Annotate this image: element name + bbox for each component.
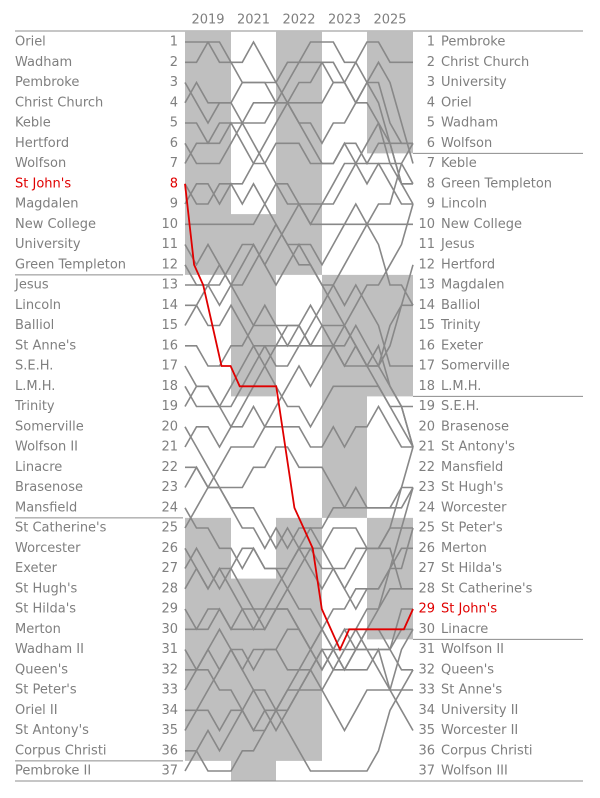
left-position-label: 3 [169, 75, 178, 90]
left-position-label: 10 [161, 216, 178, 232]
right-position-label: 15 [418, 318, 435, 333]
left-crew-label: S.E.H. [15, 358, 54, 374]
left-position-label: 1 [169, 34, 178, 50]
right-crew-label: New College [441, 216, 522, 232]
right-crew-label: Wadham [441, 115, 499, 131]
right-position-label: 10 [418, 216, 435, 232]
left-crew-label: St Hugh's [15, 581, 78, 597]
left-position-label: 20 [161, 419, 178, 435]
right-crew-label: Corpus Christi [441, 743, 533, 759]
left-crew-label: Wolfson II [15, 439, 79, 455]
right-position-label: 27 [418, 561, 435, 576]
right-crew-label: L.M.H. [441, 378, 482, 394]
left-crew-label: Oriel [15, 34, 46, 50]
left-position-label: 19 [161, 399, 178, 414]
right-position-label: 35 [418, 723, 435, 738]
left-crew-label: St Antony's [15, 723, 89, 738]
division-band-2023-1 [322, 275, 367, 518]
left-position-label: 24 [161, 500, 178, 516]
left-position-label: 21 [161, 439, 178, 455]
left-position-label: 37 [161, 763, 178, 779]
left-position-label: 11 [161, 237, 178, 252]
left-position-label: 36 [161, 743, 178, 759]
year-label-2023: 2023 [327, 12, 362, 28]
year-label-2019: 2019 [191, 12, 225, 28]
left-crew-label: Magdalen [15, 196, 79, 212]
right-crew-label: Exeter [441, 338, 483, 354]
right-crew-label: Christ Church [441, 54, 530, 70]
right-position-label: 18 [418, 378, 435, 394]
left-crew-label: Exeter [15, 561, 57, 576]
right-crew-label: Oriel [441, 95, 472, 111]
left-position-label: 9 [169, 196, 178, 212]
right-crew-label: St John's [441, 601, 498, 617]
left-position-label: 22 [161, 459, 178, 475]
right-position-label: 16 [418, 338, 435, 354]
left-crew-label: Wolfson [15, 156, 67, 171]
year-label-2022: 2022 [282, 12, 316, 28]
right-position-label: 28 [418, 581, 435, 597]
left-position-label: 17 [161, 358, 178, 374]
year-label-2021: 2021 [236, 12, 271, 28]
right-crew-label: Green Templeton [441, 176, 553, 192]
left-position-label: 23 [161, 480, 178, 495]
left-position-label: 30 [161, 621, 178, 637]
left-position-label: 4 [169, 95, 178, 111]
left-position-label: 28 [161, 581, 178, 597]
left-position-label: 8 [169, 176, 178, 192]
left-position-label: 2 [169, 54, 178, 70]
right-crew-label: St Anne's [441, 682, 503, 698]
division-band-2025-1 [367, 32, 413, 154]
left-position-label: 13 [161, 277, 178, 293]
left-crew-label: Linacre [15, 459, 63, 475]
right-position-label: 7 [426, 156, 435, 171]
left-position-label: 16 [161, 338, 178, 354]
right-position-label: 23 [418, 480, 435, 495]
left-position-label: 32 [161, 662, 178, 678]
left-position-label: 12 [161, 257, 178, 273]
right-crew-label: St Catherine's [441, 581, 533, 597]
left-crew-label: Oriel II [15, 702, 58, 718]
left-crew-label: Merton [15, 621, 61, 637]
right-crew-label: Balliol [441, 297, 481, 313]
right-position-label: 22 [418, 459, 435, 475]
left-crew-label: Pembroke [15, 75, 80, 90]
left-crew-label: Trinity [15, 399, 55, 414]
left-crew-label: Mansfield [15, 500, 78, 516]
left-crew-label: Lincoln [15, 297, 62, 313]
right-crew-label: Worcester [441, 500, 507, 516]
division-band-2022-2 [276, 518, 322, 761]
right-crew-label: Keble [441, 156, 477, 171]
right-crew-label: Mansfield [441, 459, 504, 475]
left-position-label: 31 [161, 642, 178, 657]
left-crew-label: Balliol [15, 318, 55, 333]
left-position-label: 35 [161, 723, 178, 738]
left-crew-label: Worcester [15, 540, 81, 556]
left-crew-label: Wadham [15, 54, 73, 70]
left-position-label: 15 [161, 318, 178, 333]
right-position-label: 30 [418, 621, 435, 637]
left-crew-label: L.M.H. [15, 378, 56, 394]
right-crew-label: Wolfson II [441, 642, 505, 657]
right-crew-label: Worcester II [441, 723, 519, 738]
left-crew-label: St Catherine's [15, 520, 107, 536]
right-position-label: 29 [418, 601, 435, 617]
right-crew-label: Lincoln [441, 196, 488, 212]
right-position-label: 5 [426, 115, 435, 131]
left-position-label: 7 [169, 156, 178, 171]
right-position-label: 32 [418, 662, 435, 678]
left-position-label: 14 [161, 297, 178, 313]
left-position-label: 33 [161, 682, 178, 698]
left-crew-label: Jesus [15, 277, 49, 293]
right-position-label: 34 [418, 702, 435, 718]
right-crew-label: Magdalen [441, 277, 505, 293]
right-position-label: 14 [418, 297, 435, 313]
left-crew-label: University [15, 237, 81, 252]
right-crew-label: St Peter's [441, 520, 503, 536]
right-position-label: 13 [418, 277, 435, 293]
division-band-2025-3 [367, 518, 413, 640]
right-crew-label: Hertford [441, 257, 496, 273]
left-position-label: 27 [161, 561, 178, 576]
left-position-label: 29 [161, 601, 178, 617]
right-position-label: 1 [426, 34, 435, 50]
right-crew-label: St Antony's [441, 439, 515, 455]
left-crew-label: Keble [15, 115, 51, 131]
left-crew-label: St Anne's [15, 338, 77, 354]
right-position-label: 4 [426, 95, 435, 111]
left-position-label: 5 [169, 115, 178, 131]
left-crew-label: St Hilda's [15, 601, 77, 617]
right-position-label: 9 [426, 196, 435, 212]
left-crew-label: Hertford [15, 135, 70, 151]
left-crew-label: Wadham II [15, 642, 84, 657]
left-crew-label: Green Templeton [15, 257, 127, 273]
left-crew-label: Corpus Christi [15, 743, 107, 759]
right-position-label: 37 [418, 763, 435, 779]
division-band-2021-1 [231, 214, 276, 396]
right-position-label: 21 [418, 439, 435, 455]
left-crew-label: Brasenose [15, 480, 83, 495]
left-position-label: 34 [161, 702, 178, 718]
right-crew-label: St Hilda's [441, 561, 503, 576]
right-position-label: 33 [418, 682, 435, 698]
left-crew-label: New College [15, 216, 96, 232]
right-crew-label: University [441, 75, 507, 90]
right-crew-label: Wolfson [441, 135, 493, 151]
left-position-label: 18 [161, 378, 178, 394]
year-label-2025: 2025 [373, 12, 407, 28]
left-crew-label: St Peter's [15, 682, 77, 698]
right-position-label: 36 [418, 743, 435, 759]
right-crew-label: Linacre [441, 621, 489, 637]
right-position-label: 19 [418, 399, 435, 414]
left-crew-label: Christ Church [15, 95, 104, 111]
right-position-label: 8 [426, 176, 435, 192]
right-position-label: 20 [418, 419, 435, 435]
right-position-label: 11 [418, 237, 435, 252]
right-crew-label: Somerville [441, 358, 510, 374]
right-crew-label: Brasenose [441, 419, 509, 435]
left-position-label: 25 [161, 520, 178, 536]
right-position-label: 12 [418, 257, 435, 273]
left-crew-label: St John's [15, 176, 72, 192]
right-position-label: 17 [418, 358, 435, 374]
right-crew-label: Wolfson III [441, 763, 508, 779]
right-position-label: 2 [426, 54, 435, 70]
right-crew-label: Queen's [441, 662, 495, 678]
division-band-2019-2 [185, 518, 231, 761]
left-crew-label: Queen's [15, 662, 69, 678]
right-position-label: 3 [426, 75, 435, 90]
right-position-label: 25 [418, 520, 435, 536]
right-crew-label: S.E.H. [441, 399, 480, 414]
right-position-label: 6 [426, 135, 435, 151]
left-position-label: 26 [161, 540, 178, 556]
right-crew-label: St Hugh's [441, 480, 504, 495]
right-position-label: 26 [418, 540, 435, 556]
right-crew-label: Pembroke [441, 34, 506, 50]
left-position-label: 6 [169, 135, 178, 151]
left-crew-label: Somerville [15, 419, 84, 435]
right-position-label: 24 [418, 500, 435, 516]
right-crew-label: Merton [441, 540, 487, 556]
left-crew-label: Pembroke II [15, 763, 92, 779]
right-crew-label: Jesus [441, 237, 475, 252]
right-crew-label: University II [441, 702, 519, 718]
division-band-2022-1 [276, 32, 322, 275]
right-crew-label: Trinity [441, 318, 481, 333]
right-position-label: 31 [418, 642, 435, 657]
